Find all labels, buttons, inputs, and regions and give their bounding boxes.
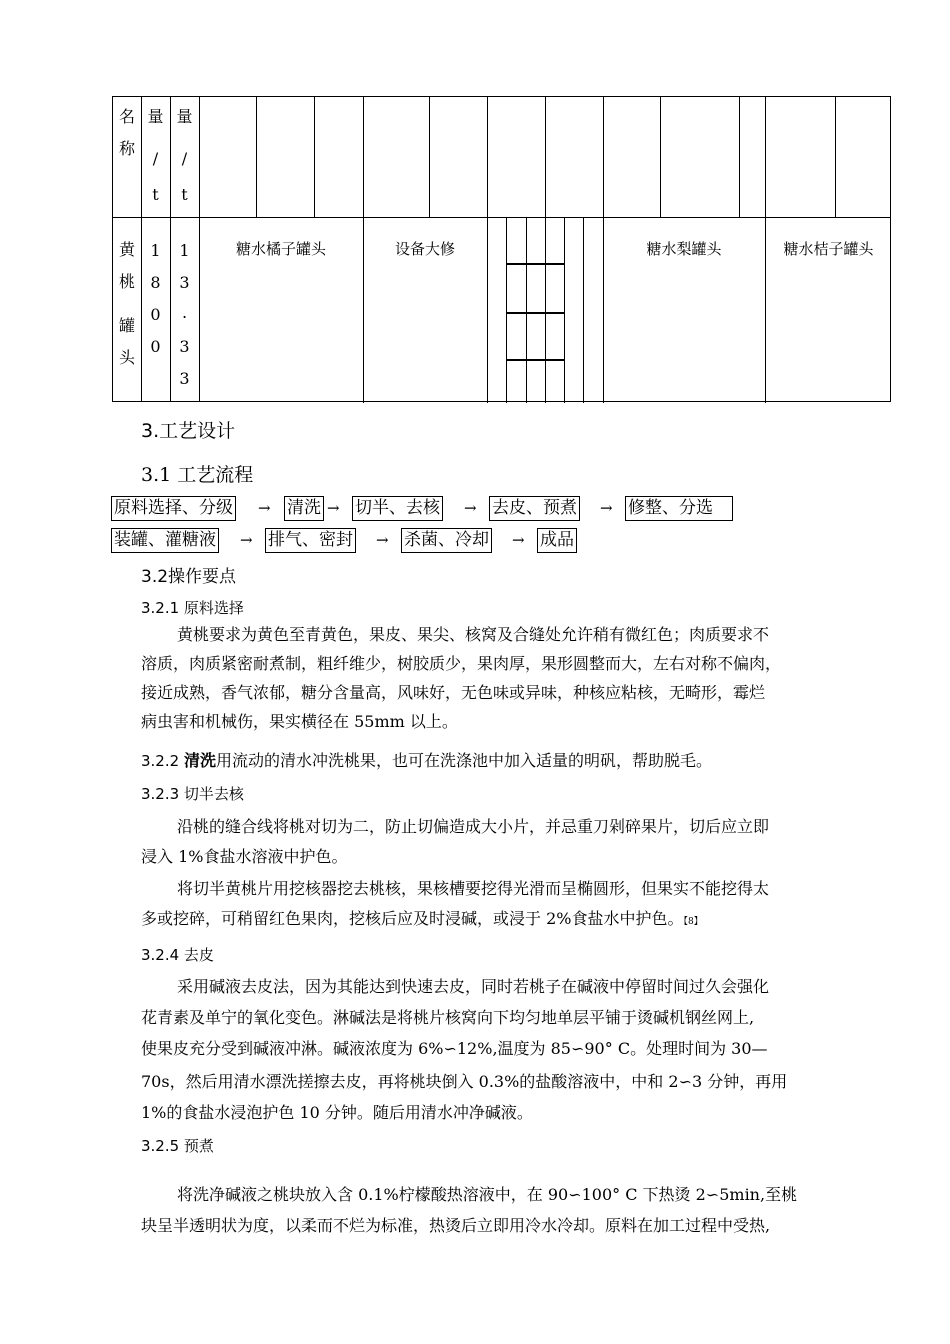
paragraph-line-text: 多或挖碎，可稍留红色果肉，挖核后应及时浸碱，或浸于 2%食盐水中护色。 — [141, 909, 684, 928]
row-quantity2-char: 3 — [179, 369, 190, 388]
header-quantity2-char: 量 — [176, 107, 193, 126]
paragraph-line: 1%的食盐水浸泡护色 10 分钟。随后用清水冲净碱液。 — [141, 1103, 533, 1122]
flow-step: 排气、密封 — [265, 528, 356, 553]
row-quantity2-char: 3 — [179, 337, 190, 356]
flow-step: 修整、分选 — [625, 496, 733, 521]
subsection-3-2-5-title: 3.2.5 预煮 — [141, 1137, 214, 1155]
flow-arrow-icon: → — [327, 499, 340, 517]
table-col-divider — [314, 97, 315, 218]
table-col-divider — [545, 97, 546, 403]
paragraph-line: 70s，然后用清水漂洗搓擦去皮，再将桃块倒入 0.3%的盐酸溶液中，中和 2∽3 分钟，再用 — [141, 1072, 788, 1091]
row-quantity-char: 0 — [150, 337, 161, 356]
paragraph-line: 采用碱液去皮法，因为其能达到快速去皮，同时若桃子在碱液中停留时间过久会强化 — [177, 977, 770, 996]
header-quantity-char: / — [152, 149, 159, 168]
header-name-char: 名 — [118, 107, 135, 126]
flow-step: 清洗 — [284, 496, 324, 521]
schedule-table — [112, 96, 891, 402]
header-quantity2-char: / — [181, 149, 188, 168]
paragraph-line: 使果皮充分受到碱液冲淋。碱液浓度为 6%∽12%,温度为 85∽90° C。处理时间为 30— — [141, 1039, 768, 1058]
equipment-repair-label: 设备大修 — [394, 240, 455, 258]
header-name-char: 称 — [118, 139, 135, 158]
row-quantity-char: 1 — [150, 241, 161, 260]
kumquat-can-label: 糖水桔子罐头 — [783, 240, 874, 258]
row-quantity-char: 8 — [150, 273, 161, 292]
table-col-divider — [835, 97, 836, 218]
row-quantity2-char: 3 — [179, 273, 190, 292]
flow-step: 成品 — [537, 528, 577, 553]
paragraph-line — [141, 904, 703, 937]
subsection-keyword: 清洗 — [183, 751, 216, 770]
subsection-text: 用流动的清水冲洗桃果，也可在洗涤池中加入适量的明矾，帮助脱毛。 — [215, 751, 712, 770]
table-col-divider — [487, 97, 488, 403]
row-quantity2-char: . — [181, 303, 188, 322]
table-col-divider — [739, 97, 740, 218]
paragraph-line: 沿桃的缝合线将桃对切为二，防止切偏造成大小片，并忌重刀剁碎果片，切后应立即 — [177, 817, 770, 836]
gantt-bar — [506, 312, 564, 314]
flow-arrow-icon: → — [464, 499, 477, 517]
subsection-3-1-title: 3.1 工艺流程 — [141, 464, 254, 486]
paragraph-line: 将洗净碱液之桃块放入含 0.1%柠檬酸热溶液中，在 90∽100° C 下热烫 2∽5min,至桃 — [177, 1185, 798, 1204]
flow-step: 杀菌、冷却 — [401, 528, 492, 553]
table-row-divider — [113, 217, 890, 218]
subsection-3-2-4-title: 3.2.4 去皮 — [141, 946, 214, 964]
row-quantity-char: 0 — [150, 305, 161, 324]
citation-mark: 【8】 — [683, 917, 703, 927]
flow-step: 切半、去核 — [352, 496, 443, 521]
gantt-bar — [506, 359, 564, 361]
subsection-3-2-1-title: 3.2.1 原料选择 — [141, 599, 244, 617]
flow-arrow-icon: → — [600, 499, 613, 517]
paragraph-line: 将切半黄桃片用挖核器挖去桃核，果核槽要挖得光滑而呈椭圆形，但果实不能挖得太 — [177, 879, 770, 898]
paragraph-line: 病虫害和机械伤，果实横径在 55mm 以上。 — [141, 712, 458, 731]
header-quantity-char: t — [152, 185, 159, 204]
paragraph-line: 花青素及单宁的氧化变色。淋碱法是将桃片核窝向下均匀地单层平铺于烫碱机钢丝网上, — [141, 1008, 755, 1027]
section-title: 3.工艺设计 — [141, 420, 236, 442]
subsection-3-2-2 — [141, 746, 712, 776]
paragraph-line: 黄桃要求为黄色至青黄色，果皮、果尖、核窝及合缝处允许稍有微红色；肉质要求不 — [177, 625, 770, 644]
table-col-divider — [583, 218, 584, 403]
subsection-3-2-title: 3.2操作要点 — [141, 567, 237, 587]
paragraph-line: 溶质，肉质紧密耐煮制，粗纤维少，树胶质少，果肉厚，果形圆整而大，左右对称不偏肉， — [141, 654, 782, 673]
orange-can-label: 糖水橘子罐头 — [235, 240, 326, 258]
table-col-divider — [429, 97, 430, 218]
paragraph-line: 浸入 1%食盐水溶液中护色。 — [141, 847, 348, 866]
gantt-bar — [506, 263, 564, 265]
flow-step: 去皮、预煮 — [489, 496, 580, 521]
flow-arrow-icon: → — [512, 531, 525, 549]
header-quantity-char: 量 — [147, 107, 164, 126]
table-col-divider — [506, 218, 507, 403]
row-quantity2-char: 1 — [179, 241, 190, 260]
table-col-divider — [660, 97, 661, 218]
row-name-char: 桃 — [118, 272, 135, 291]
paragraph-line: 块呈半透明状为度，以柔而不烂为标准，热烫后立即用冷水冷却。原料在加工过程中受热, — [141, 1216, 771, 1235]
table-col-divider — [256, 97, 257, 218]
row-name-char: 罐 — [118, 316, 135, 335]
paragraph-line: 接近成熟，香气浓郁，糖分含量高，风味好，无色味或异味，种核应粘核，无畸形，霉烂 — [141, 683, 766, 702]
flow-arrow-icon: → — [240, 531, 253, 549]
flow-arrow-icon: → — [376, 531, 389, 549]
subsection-number: 3.2.2 — [141, 752, 184, 770]
header-quantity2-char: t — [181, 185, 188, 204]
row-name-char: 头 — [118, 348, 135, 367]
flow-arrow-icon: → — [258, 499, 271, 517]
subsection-3-2-3-title: 3.2.3 切半去核 — [141, 785, 244, 803]
flow-step: 原料选择、分级 — [111, 496, 236, 521]
pear-can-label: 糖水梨罐头 — [646, 240, 722, 258]
table-col-divider — [526, 218, 527, 403]
table-col-divider — [564, 218, 565, 403]
flow-step: 装罐、灌糖液 — [111, 528, 219, 553]
row-name-char: 黄 — [118, 240, 135, 259]
